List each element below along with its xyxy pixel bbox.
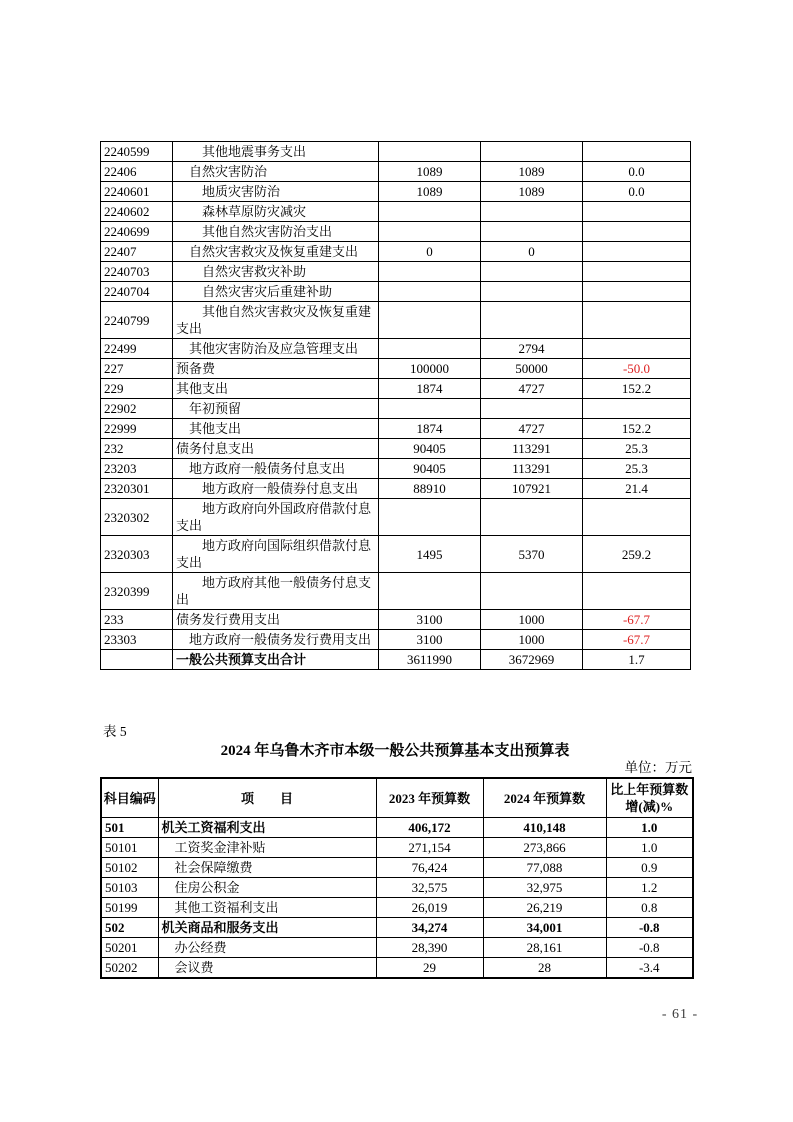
- cell-budget-2024: 28: [483, 958, 606, 979]
- cell-budget-2024: [481, 302, 583, 339]
- cell-budget-2023: 3100: [379, 610, 481, 630]
- cell-item-name: 办公经费: [158, 938, 376, 958]
- cell-change-percent: -50.0: [583, 359, 691, 379]
- cell-item-name: 地方政府向国际组织借款付息支出: [173, 536, 379, 573]
- cell-budget-2024: 77,088: [483, 858, 606, 878]
- table-body: [101, 142, 691, 670]
- cell-change-percent: 1.7: [583, 650, 691, 670]
- cell-subject-code: 233: [101, 610, 173, 630]
- cell-budget-2023: 3100: [379, 630, 481, 650]
- table-row: [101, 359, 691, 379]
- table-row: [101, 302, 691, 339]
- table5-label: 表 5: [103, 724, 127, 739]
- table-row: [101, 958, 693, 979]
- cell-change-percent: 1.0: [606, 838, 693, 858]
- cell-subject-code: 22499: [101, 339, 173, 359]
- cell-item-name: 自然灾害防治: [173, 162, 379, 182]
- cell-budget-2024: 4727: [481, 419, 583, 439]
- cell-budget-2023: 90405: [379, 439, 481, 459]
- cell-budget-2024: 2794: [481, 339, 583, 359]
- table-row: [101, 282, 691, 302]
- table-row: [101, 630, 691, 650]
- table-row: [101, 898, 693, 918]
- cell-change-percent: 1.0: [606, 818, 693, 838]
- table-row: [101, 339, 691, 359]
- cell-budget-2023: 76,424: [376, 858, 483, 878]
- cell-budget-2024: 410,148: [483, 818, 606, 838]
- cell-budget-2023: [379, 302, 481, 339]
- header-2023: 2023 年预算数: [376, 778, 483, 818]
- cell-budget-2023: 1874: [379, 379, 481, 399]
- cell-subject-code: 2240704: [101, 282, 173, 302]
- cell-subject-code: [101, 650, 173, 670]
- cell-budget-2023: 1089: [379, 182, 481, 202]
- cell-item-name: 住房公积金: [158, 878, 376, 898]
- table-row: [101, 573, 691, 610]
- table-row: [101, 222, 691, 242]
- cell-item-name: 机关商品和服务支出: [158, 918, 376, 938]
- page-number: - 61 -: [661, 1007, 699, 1022]
- cell-budget-2023: 1874: [379, 419, 481, 439]
- cell-budget-2023: 1495: [379, 536, 481, 573]
- cell-change-percent: 25.3: [583, 459, 691, 479]
- cell-budget-2023: 271,154: [376, 838, 483, 858]
- cell-subject-code: 22902: [101, 399, 173, 419]
- table-row: [101, 918, 693, 938]
- cell-item-name: 地方政府一般债务发行费用支出: [173, 630, 379, 650]
- cell-item-name: 自然灾害灾后重建补助: [173, 282, 379, 302]
- table-row: [101, 459, 691, 479]
- cell-change-percent: 0.0: [583, 162, 691, 182]
- cell-budget-2024: [481, 222, 583, 242]
- table-row: [101, 399, 691, 419]
- header-row: [101, 778, 693, 818]
- cell-budget-2023: [379, 339, 481, 359]
- cell-change-percent: -3.4: [606, 958, 693, 979]
- cell-item-name: 其他自然灾害防治支出: [173, 222, 379, 242]
- cell-subject-code: 22406: [101, 162, 173, 182]
- cell-budget-2023: [379, 573, 481, 610]
- cell-change-percent: 1.2: [606, 878, 693, 898]
- cell-budget-2024: 34,001: [483, 918, 606, 938]
- cell-item-name: 地质灾害防治: [173, 182, 379, 202]
- table-row: [101, 202, 691, 222]
- cell-subject-code: 22999: [101, 419, 173, 439]
- cell-item-name: 会议费: [158, 958, 376, 979]
- cell-subject-code: 50202: [101, 958, 158, 979]
- cell-budget-2024: 107921: [481, 479, 583, 499]
- table-row: [101, 499, 691, 536]
- cell-budget-2024: 1000: [481, 630, 583, 650]
- cell-change-percent: [583, 339, 691, 359]
- cell-change-percent: [583, 222, 691, 242]
- cell-budget-2023: 32,575: [376, 878, 483, 898]
- cell-item-name: 森林草原防灾减灾: [173, 202, 379, 222]
- cell-budget-2024: 1000: [481, 610, 583, 630]
- cell-budget-2024: 32,975: [483, 878, 606, 898]
- cell-budget-2024: 50000: [481, 359, 583, 379]
- cell-subject-code: 2240602: [101, 202, 173, 222]
- cell-subject-code: 50103: [101, 878, 158, 898]
- table-row: [101, 479, 691, 499]
- cell-budget-2023: 100000: [379, 359, 481, 379]
- cell-change-percent: 0.8: [606, 898, 693, 918]
- cell-item-name: 地方政府一般债务付息支出: [173, 459, 379, 479]
- cell-budget-2023: 34,274: [376, 918, 483, 938]
- cell-item-name: 债务发行费用支出: [173, 610, 379, 630]
- cell-change-percent: 259.2: [583, 536, 691, 573]
- cell-subject-code: 2240601: [101, 182, 173, 202]
- cell-budget-2023: [379, 399, 481, 419]
- table-row: [101, 379, 691, 399]
- cell-subject-code: 50201: [101, 938, 158, 958]
- cell-item-name: 其他灾害防治及应急管理支出: [173, 339, 379, 359]
- cell-subject-code: 2240699: [101, 222, 173, 242]
- cell-budget-2024: 26,219: [483, 898, 606, 918]
- cell-budget-2023: 3611990: [379, 650, 481, 670]
- cell-budget-2023: 26,019: [376, 898, 483, 918]
- cell-change-percent: 152.2: [583, 379, 691, 399]
- cell-subject-code: 50102: [101, 858, 158, 878]
- cell-subject-code: 2240703: [101, 262, 173, 282]
- table-header: [101, 778, 693, 818]
- cell-subject-code: 501: [101, 818, 158, 838]
- table5-unit-label: 单位：万元: [624, 760, 692, 775]
- cell-item-name: 其他支出: [173, 379, 379, 399]
- cell-item-name: 其他地震事务支出: [173, 142, 379, 162]
- cell-subject-code: 50101: [101, 838, 158, 858]
- header-item: 项 目: [158, 778, 376, 818]
- cell-budget-2024: 1089: [481, 162, 583, 182]
- cell-budget-2023: [379, 499, 481, 536]
- cell-item-name: 其他自然灾害救灾及恢复重建支出: [173, 302, 379, 339]
- cell-budget-2024: [481, 282, 583, 302]
- cell-subject-code: 23303: [101, 630, 173, 650]
- table-row: [101, 419, 691, 439]
- cell-item-name: 地方政府一般债券付息支出: [173, 479, 379, 499]
- cell-budget-2023: 88910: [379, 479, 481, 499]
- cell-change-percent: -0.8: [606, 938, 693, 958]
- cell-subject-code: 2320301: [101, 479, 173, 499]
- cell-item-name: 自然灾害救灾及恢复重建支出: [173, 242, 379, 262]
- cell-subject-code: 2320302: [101, 499, 173, 536]
- cell-budget-2023: [379, 282, 481, 302]
- table-row: [101, 262, 691, 282]
- cell-change-percent: 152.2: [583, 419, 691, 439]
- table-row: [101, 162, 691, 182]
- cell-budget-2024: 273,866: [483, 838, 606, 858]
- cell-change-percent: 0.9: [606, 858, 693, 878]
- cell-change-percent: 25.3: [583, 439, 691, 459]
- table-row: [101, 878, 693, 898]
- cell-change-percent: -0.8: [606, 918, 693, 938]
- cell-budget-2024: 4727: [481, 379, 583, 399]
- cell-subject-code: 23203: [101, 459, 173, 479]
- cell-item-name: 一般公共预算支出合计: [173, 650, 379, 670]
- cell-item-name: 预备费: [173, 359, 379, 379]
- cell-item-name: 地方政府其他一般债务付息支出: [173, 573, 379, 610]
- cell-subject-code: 2320303: [101, 536, 173, 573]
- cell-change-percent: [583, 202, 691, 222]
- cell-item-name: 其他支出: [173, 419, 379, 439]
- header-2024: 2024 年预算数: [483, 778, 606, 818]
- cell-budget-2024: 5370: [481, 536, 583, 573]
- cell-budget-2024: 3672969: [481, 650, 583, 670]
- cell-item-name: 机关工资福利支出: [158, 818, 376, 838]
- cell-budget-2023: 1089: [379, 162, 481, 182]
- cell-budget-2024: [481, 262, 583, 282]
- cell-budget-2024: [481, 202, 583, 222]
- cell-item-name: 工资奖金津补贴: [158, 838, 376, 858]
- cell-budget-2024: 113291: [481, 439, 583, 459]
- cell-change-percent: [583, 499, 691, 536]
- cell-subject-code: 227: [101, 359, 173, 379]
- cell-budget-2024: 0: [481, 242, 583, 262]
- cell-budget-2024: 1089: [481, 182, 583, 202]
- table-row: [101, 858, 693, 878]
- table-row: [101, 242, 691, 262]
- total-row: [101, 650, 691, 670]
- cell-change-percent: -67.7: [583, 630, 691, 650]
- cell-budget-2023: 90405: [379, 459, 481, 479]
- table-row: [101, 610, 691, 630]
- cell-subject-code: 22407: [101, 242, 173, 262]
- cell-change-percent: -67.7: [583, 610, 691, 630]
- cell-subject-code: 2320399: [101, 573, 173, 610]
- cell-change-percent: 21.4: [583, 479, 691, 499]
- cell-budget-2024: [481, 399, 583, 419]
- cell-subject-code: 50199: [101, 898, 158, 918]
- cell-change-percent: [583, 399, 691, 419]
- cell-change-percent: [583, 262, 691, 282]
- cell-item-name: 自然灾害救灾补助: [173, 262, 379, 282]
- cell-change-percent: [583, 142, 691, 162]
- cell-budget-2024: 28,161: [483, 938, 606, 958]
- cell-budget-2024: [481, 499, 583, 536]
- cell-item-name: 其他工资福利支出: [158, 898, 376, 918]
- table-row: [101, 938, 693, 958]
- cell-budget-2023: 29: [376, 958, 483, 979]
- cell-subject-code: 2240799: [101, 302, 173, 339]
- cell-budget-2023: 406,172: [376, 818, 483, 838]
- table-row: [101, 536, 691, 573]
- cell-change-percent: 0.0: [583, 182, 691, 202]
- cell-budget-2023: [379, 202, 481, 222]
- table-row: [101, 142, 691, 162]
- cell-item-name: 年初预留: [173, 399, 379, 419]
- cell-budget-2023: [379, 142, 481, 162]
- cell-budget-2023: [379, 262, 481, 282]
- header-pct: 比上年预算数增(减)%: [606, 778, 693, 818]
- table-row: [101, 182, 691, 202]
- cell-subject-code: 232: [101, 439, 173, 459]
- basic-expenditure-budget-table: [100, 777, 694, 979]
- cell-subject-code: 502: [101, 918, 158, 938]
- table-body: [101, 818, 693, 979]
- cell-change-percent: [583, 242, 691, 262]
- table-row: [101, 838, 693, 858]
- cell-budget-2024: [481, 573, 583, 610]
- cell-subject-code: 229: [101, 379, 173, 399]
- general-budget-expenditure-table-continued: [100, 141, 691, 670]
- cell-change-percent: [583, 573, 691, 610]
- cell-budget-2024: [481, 142, 583, 162]
- cell-subject-code: 2240599: [101, 142, 173, 162]
- cell-item-name: 地方政府向外国政府借款付息支出: [173, 499, 379, 536]
- cell-budget-2023: 28,390: [376, 938, 483, 958]
- cell-item-name: 债务付息支出: [173, 439, 379, 459]
- cell-change-percent: [583, 282, 691, 302]
- cell-budget-2023: 0: [379, 242, 481, 262]
- cell-item-name: 社会保障缴费: [158, 858, 376, 878]
- cell-budget-2023: [379, 222, 481, 242]
- header-code: 科目编码: [101, 778, 158, 818]
- table5-title: 2024 年乌鲁木齐市本级一般公共预算基本支出预算表: [220, 743, 570, 759]
- table-row: [101, 439, 691, 459]
- table-row: [101, 818, 693, 838]
- cell-change-percent: [583, 302, 691, 339]
- cell-budget-2024: 113291: [481, 459, 583, 479]
